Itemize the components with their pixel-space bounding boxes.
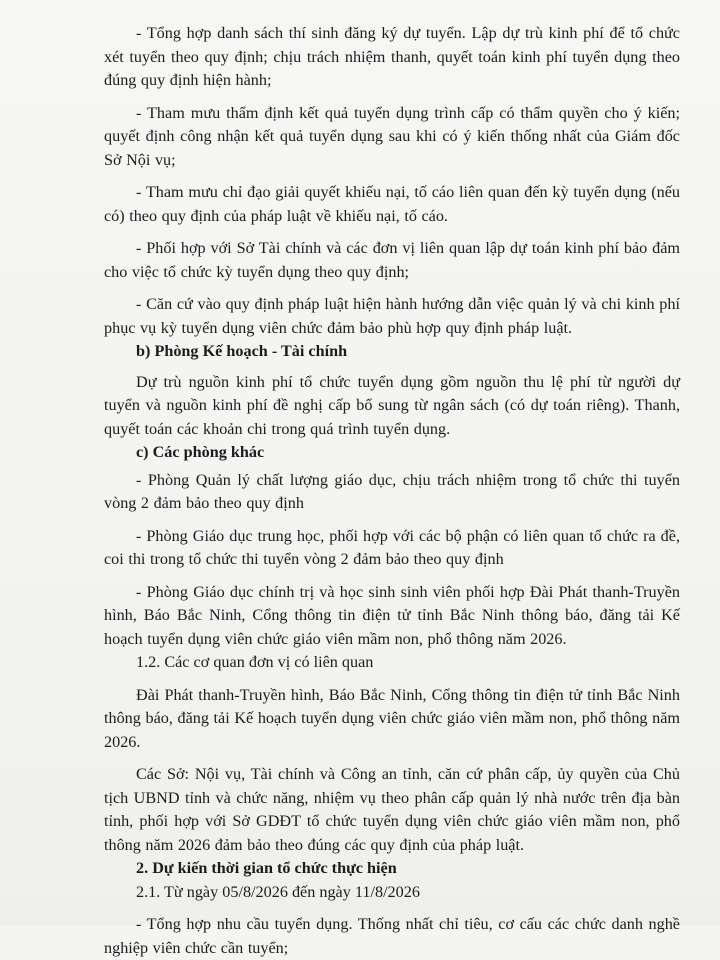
section-2-1-title: 2.1. Từ ngày 05/8/2026 đến ngày 11/8/2026: [136, 882, 420, 901]
paragraph-political-office: - Phòng Giáo dục chính trị và học sinh sinh viên phối hợp Đài Phát thanh-Truyền hình, Báo Bắc Ninh, Cổng thông tin điện tử tỉnh Bắc Ninh thông báo, đăng tải Kế hoạch tuyển dụng viên chức giáo viên mầm non, phổ thông năm 2026.: [104, 582, 680, 648]
section-1-2-title: 1.2. Các cơ quan đơn vị có liên quan: [136, 653, 374, 671]
heading-implementation-timeline: 2. Dự kiến thời gian tổ chức thực hiện: [136, 859, 397, 877]
paragraph-summarize-applicants: - Tổng hợp danh sách thí sinh đăng ký dự tuyển. Lập dự trù kinh phí để tổ chức xét tuyển theo quy định; chịu trách nhiệm thanh, quyết toán kinh phí tuyển dụng theo đúng quy định hiện hành;: [104, 24, 680, 89]
paragraph-budget-estimate: Dự trù nguồn kinh phí tổ chức tuyển dụng gồm nguồn thu lệ phí từ người dự tuyển và nguồn kinh phí đề nghị cấp bổ sung từ ngân sách (có dự toán riêng). Thanh, quyết toán các khoản chi trong quá trình tuyển dụng.: [104, 372, 680, 438]
paragraph-recruitment-needs: - Tổng hợp nhu cầu tuyển dụng. Thống nhất chỉ tiêu, cơ cấu các chức danh nghề nghiệp viên chức cần tuyển;: [104, 915, 680, 957]
heading-other-offices: c) Các phòng khác: [136, 443, 265, 461]
paragraph-broadcast-agencies: Đài Phát thanh-Truyền hình, Báo Bắc Ninh, Cổng thông tin điện tử tỉnh Bắc Ninh thông báo, đăng tải Kế hoạch tuyển dụng viên chức giáo viên mầm non, phổ thông năm 2026.: [104, 685, 680, 751]
paragraph-provincial-departments: Các Sở: Nội vụ, Tài chính và Công an tỉnh, căn cứ phân cấp, ủy quyền của Chủ tịch UBND tỉnh và chức năng, nhiệm vụ theo phân cấp quản lý nhà nước trên địa bàn tỉnh, phối hợp với Sở GDĐT tổ chức tuyển dụng viên chức giáo viên mầm non, phổ thông năm 2026 đảm bảo theo đúng các quy định của pháp luật.: [104, 765, 680, 854]
paragraph-guidance-spending: - Căn cứ vào quy định pháp luật hiện hành hướng dẫn việc quản lý và chi kinh phí phục vụ kỳ tuyển dụng viên chức đảm bảo phù hợp quy định pháp luật.: [104, 295, 680, 337]
paragraph-coordinate-finance: - Phối hợp với Sở Tài chính và các đơn vị liên quan lập dự toán kinh phí bảo đảm cho việc tổ chức kỳ tuyển dụng theo quy định;: [104, 239, 680, 281]
paragraph-quality-office: - Phòng Quản lý chất lượng giáo dục, chịu trách nhiệm trong tổ chức thi tuyển vòng 2 đảm bảo theo quy định: [104, 470, 680, 512]
paragraph-secondary-office: - Phòng Giáo dục trung học, phối hợp với các bộ phận có liên quan tổ chức ra đề, coi thi trong tổ chức thi tuyển vòng 2 đảm bảo theo quy định: [104, 526, 680, 568]
paragraph-appraise-results: - Tham mưu thẩm định kết quả tuyển dụng trình cấp có thẩm quyền cho ý kiến; quyết định công nhận kết quả tuyển dụng sau khi có ý kiến thống nhất của Giám đốc Sở Nội vụ;: [104, 103, 680, 169]
paragraph-complaints: - Tham mưu chỉ đạo giải quyết khiếu nại, tố cáo liên quan đến kỳ tuyển dụng (nếu có) theo quy định của pháp luật về khiếu nại, tố cáo.: [104, 183, 680, 225]
heading-planning-finance-office: b) Phòng Kế hoạch - Tài chính: [136, 342, 348, 360]
